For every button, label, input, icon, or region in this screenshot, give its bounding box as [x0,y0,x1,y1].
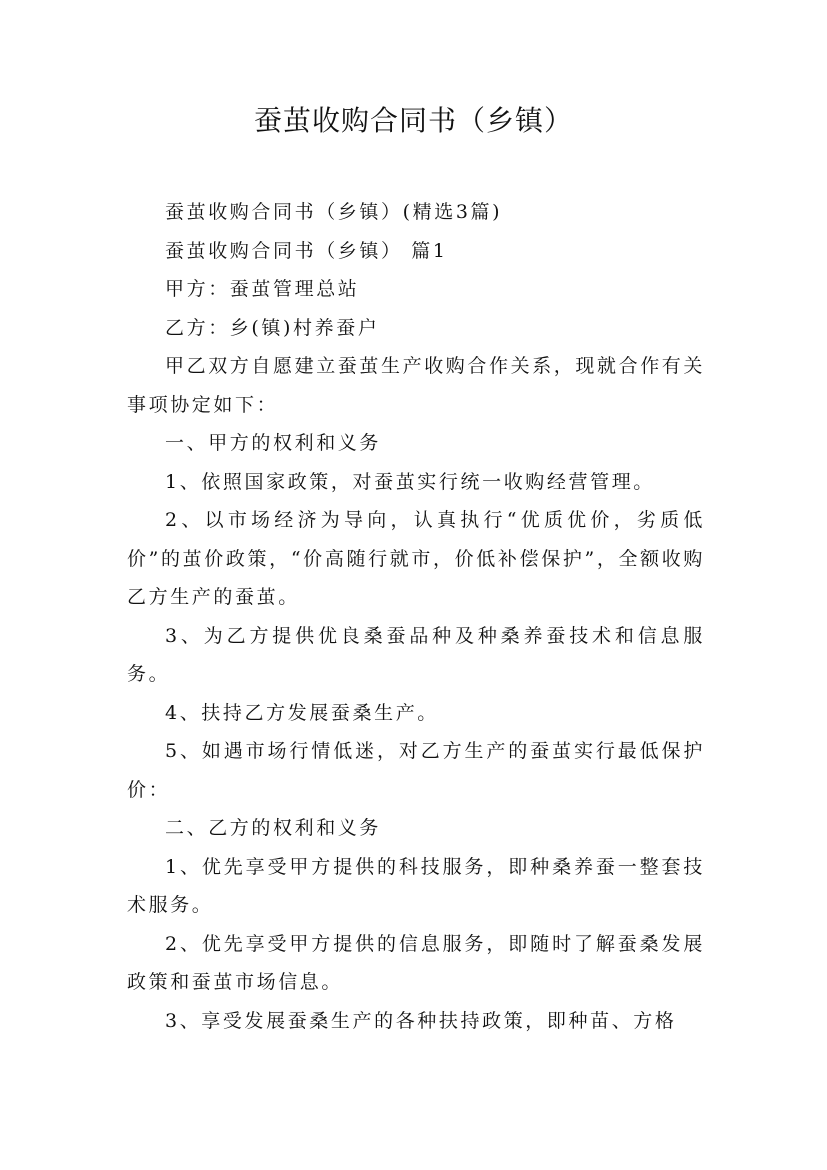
paragraph-party-b: 乙方：乡(镇)村养蚕户 [165,316,380,339]
paragraph-party-a: 甲方：蚕茧管理总站 [165,278,360,300]
paragraph-clause: 4、扶持乙方发展蚕桑生产。 [165,701,439,724]
paragraph-clause: 3、为乙方提供优良桑蚕品种及种桑养蚕技术和信息服务。 [127,624,705,685]
paragraph-heading-party-a-rights: 一、甲方的权利和义务 [165,432,382,454]
paragraph-subtitle: 蚕茧收购合同书（乡镇）(精选3篇) [165,201,503,223]
paragraph-preamble: 甲乙双方自愿建立蚕茧生产收购合作关系，现就合作有关事项协定如下： [127,355,706,416]
paragraph-clause: 3、享受发展蚕桑生产的各种扶持政策，即种苗、方格 [165,1009,677,1032]
document-title: 蚕茧收购合同书（乡镇） [253,104,573,137]
paragraph-clause: 1、依照国家政策，对蚕茧实行统一收购经营管理。 [165,470,655,493]
paragraph-clause: 5、如遇市场行情低迷，对乙方生产的蚕茧实行最低保护价： [127,740,705,801]
paragraph-clause: 1、优先享受甲方提供的科技服务，即种桑养蚕一整套技术服务。 [127,855,705,916]
paragraph-clause: 2、以市场经济为导向，认真执行“优质优价，劣质低价”的茧价政策，“价高随行就市，价低补偿保护”，全额收购乙方生产的蚕茧。 [127,509,705,608]
paragraph-section-heading: 蚕茧收购合同书（乡镇） 篇1 [165,239,448,262]
document-body [127,193,705,1040]
paragraph-clause: 2、优先享受甲方提供的信息服务，即随时了解蚕桑发展政策和蚕茧市场信息。 [127,932,705,993]
paragraph-heading-party-b-rights: 二、乙方的权利和义务 [165,817,382,839]
